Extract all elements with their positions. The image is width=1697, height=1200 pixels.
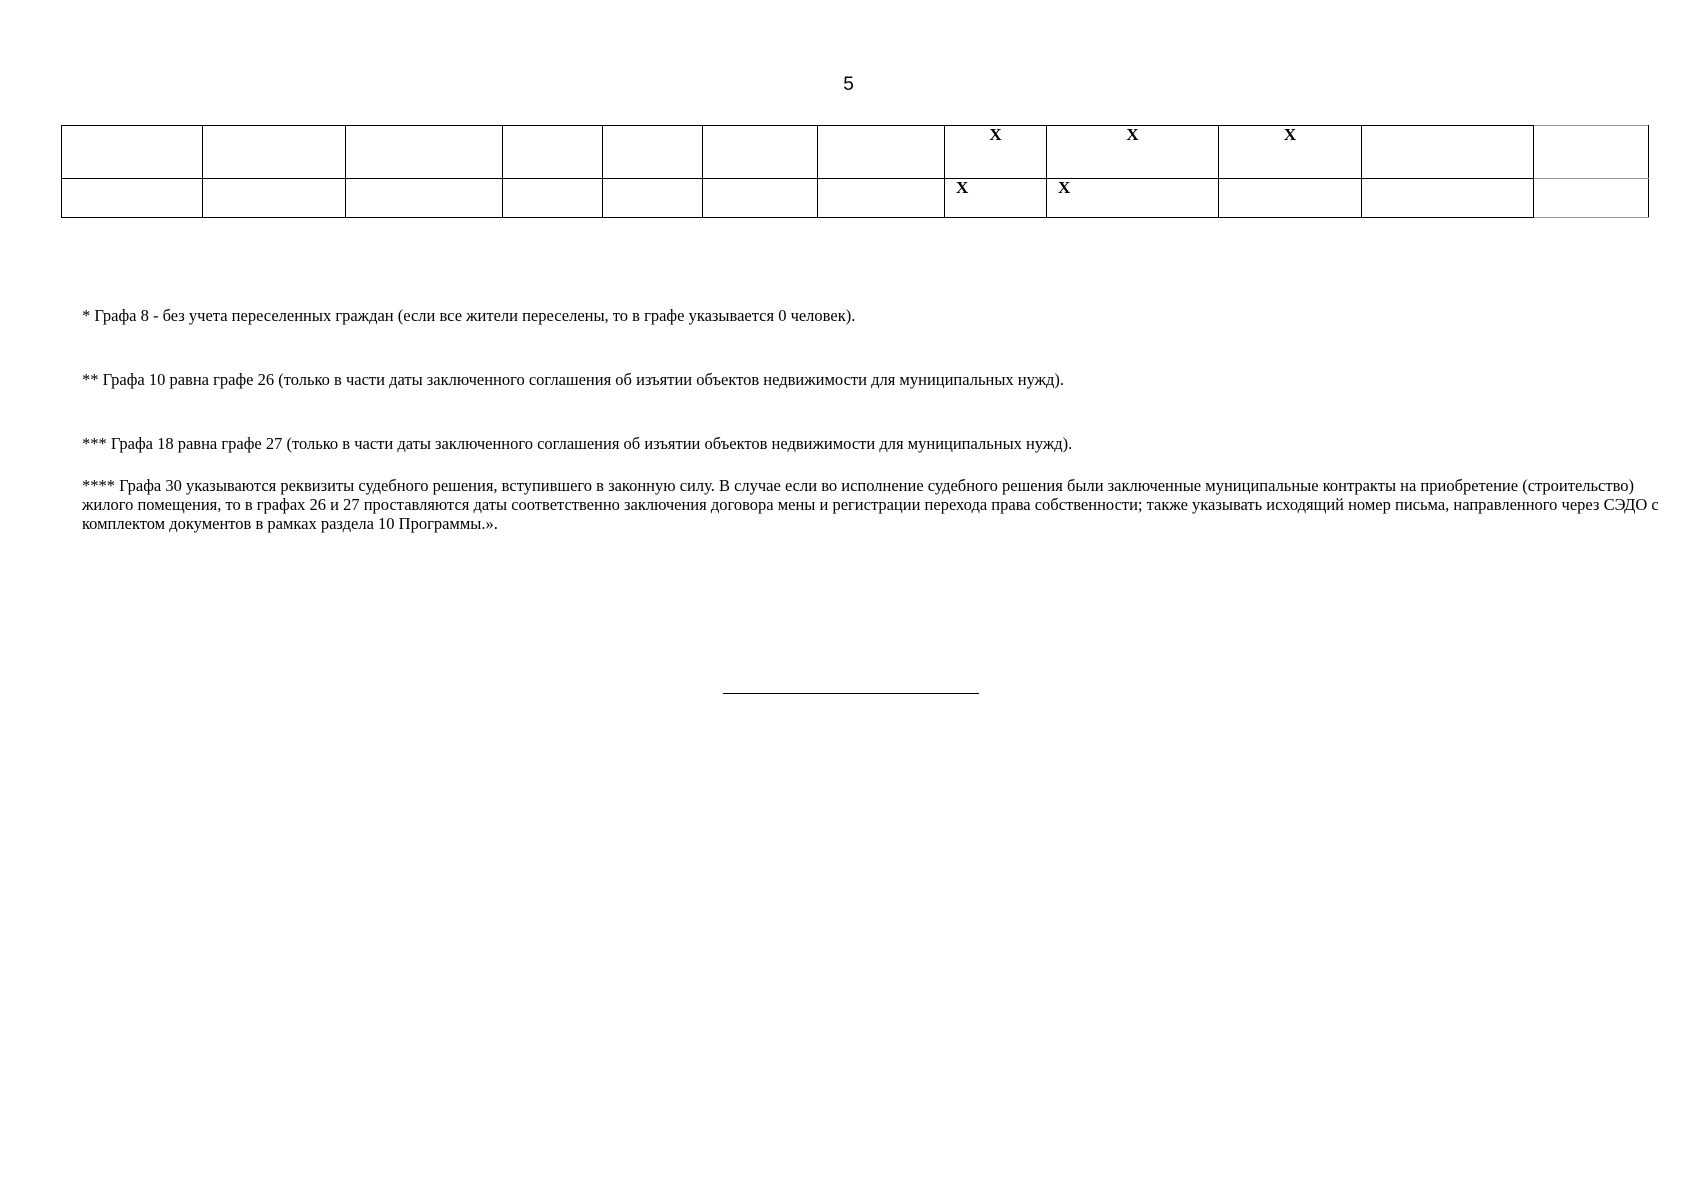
cell-mark: X [956,178,969,197]
table-row [62,179,1649,218]
footnote: ** Графа 10 равна графе 26 (только в части даты заключенного соглашения об изъятии объектов недвижимости для муниципальных нужд). [82,370,1065,389]
table-cell: X [1047,126,1219,179]
table-cell [503,126,603,179]
table-cell [603,179,703,218]
table-cell [62,126,203,179]
table-cell [818,179,945,218]
table-cell [346,179,503,218]
footnote: * Графа 8 - без учета переселенных граждан (если все жители переселены, то в графе указывается 0 человек). [82,306,856,325]
closing-line [723,693,979,694]
table-cell [62,179,203,218]
table-cell [603,126,703,179]
table-cell [1362,126,1534,179]
table-cell [1362,179,1534,218]
footnote: **** Графа 30 указываются реквизиты судебного решения, вступившего в законную силу. В случае если во исполнение судебного решения были заключенные муниципальные контракты на приобретение (строительство) жилого помещения, то в графах 26 и 27 проставляются даты соответственно заключения договора мены и регистрации перехода права собственности; также указывать исходящий номер письма, направленного через СЭДО с комплектом документов в рамках раздела 10 Программы.». [82,476,1659,533]
table-row [62,126,1649,179]
table-cell [203,126,346,179]
table-cell [945,179,1047,218]
table-cell [203,179,346,218]
table-cell [503,179,603,218]
table-cell: X [1219,126,1362,179]
data-table [61,125,1649,218]
table-cell [1047,179,1219,218]
table-cell [1534,179,1649,218]
table-cell: X [945,126,1047,179]
cell-mark: X [1058,178,1071,197]
table-cell [346,126,503,179]
page-number: 5 [843,74,854,95]
table-cell [818,126,945,179]
table-cell [703,179,818,218]
table-cell [1534,126,1649,179]
footnote: *** Графа 18 равна графе 27 (только в части даты заключенного соглашения об изъятии объектов недвижимости для муниципальных нужд). [82,434,1073,453]
table-cell [1219,179,1362,218]
table-cell [703,126,818,179]
